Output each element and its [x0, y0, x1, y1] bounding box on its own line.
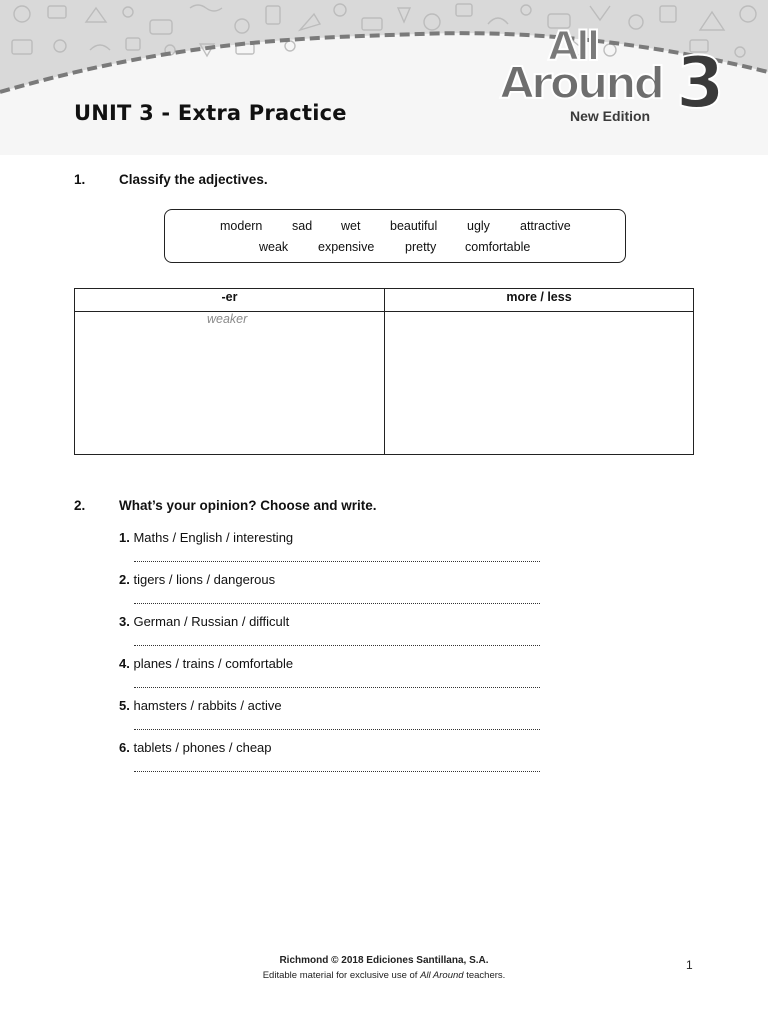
logo-line1: All — [548, 24, 598, 70]
word: ugly — [467, 219, 490, 233]
question-number: 1. — [119, 530, 130, 545]
word: sad — [292, 219, 313, 233]
answer-line[interactable] — [134, 560, 540, 562]
table-header-divider — [75, 311, 693, 312]
word: modern — [220, 219, 263, 233]
logo-line2: Around — [500, 58, 663, 109]
answer-line[interactable] — [134, 728, 540, 730]
footer-note-italic: All Around — [420, 970, 464, 981]
logo-number: 3 — [676, 42, 725, 124]
exercise1-instruction: Classify the adjectives. — [119, 172, 268, 187]
question-number: 5. — [119, 698, 130, 713]
word: attractive — [520, 219, 571, 233]
footer-note-before: Editable material for exclusive use of — [262, 970, 421, 981]
word: comfortable — [465, 240, 531, 254]
footer-copyright: Richmond © 2018 Ediciones Santillana, S.A. — [279, 955, 489, 966]
header-band — [0, 0, 768, 155]
question-item — [119, 530, 293, 545]
question-number: 3. — [119, 614, 130, 629]
word: weak — [259, 240, 289, 254]
table-header-more-less: more / less — [506, 290, 572, 304]
exercise2-instruction: What’s your opinion? Choose and write. — [119, 498, 377, 513]
all-around-logo — [498, 24, 760, 128]
question-text: planes / trains / comfortable — [133, 656, 294, 671]
table-column-divider — [384, 289, 385, 454]
question-item — [119, 698, 282, 713]
word-box — [164, 209, 626, 263]
answer-line[interactable] — [134, 686, 540, 688]
answer-line[interactable] — [134, 770, 540, 772]
question-text: tigers / lions / dangerous — [133, 572, 276, 587]
answer-line[interactable] — [134, 602, 540, 604]
table-header-er: -er — [221, 290, 238, 304]
question-number: 4. — [119, 656, 130, 671]
word: wet — [341, 219, 361, 233]
word-row-2 — [165, 240, 625, 256]
question-item — [119, 614, 289, 629]
classification-table — [74, 288, 694, 455]
question-item — [119, 656, 293, 671]
footer-note-after: teachers. — [463, 970, 506, 981]
page-title: UNIT 3 - Extra Practice — [74, 101, 347, 125]
question-text: tablets / phones / cheap — [133, 740, 272, 755]
question-text: Maths / English / interesting — [133, 530, 294, 545]
footer-note — [0, 970, 768, 981]
logo-edition: New Edition — [570, 108, 651, 124]
question-text: German / Russian / difficult — [133, 614, 290, 629]
table-example-answer: weaker — [207, 312, 248, 326]
question-number: 6. — [119, 740, 130, 755]
question-number: 2. — [119, 572, 130, 587]
word-row-1 — [165, 219, 625, 235]
question-item — [119, 572, 275, 587]
question-item — [119, 740, 272, 755]
question-text: hamsters / rabbits / active — [133, 698, 282, 713]
page-number: 1 — [686, 958, 693, 972]
word: beautiful — [390, 219, 438, 233]
word: pretty — [405, 240, 437, 254]
exercise2-number: 2. — [74, 498, 86, 513]
word: expensive — [318, 240, 375, 254]
answer-line[interactable] — [134, 644, 540, 646]
exercise1-number: 1. — [74, 172, 86, 187]
